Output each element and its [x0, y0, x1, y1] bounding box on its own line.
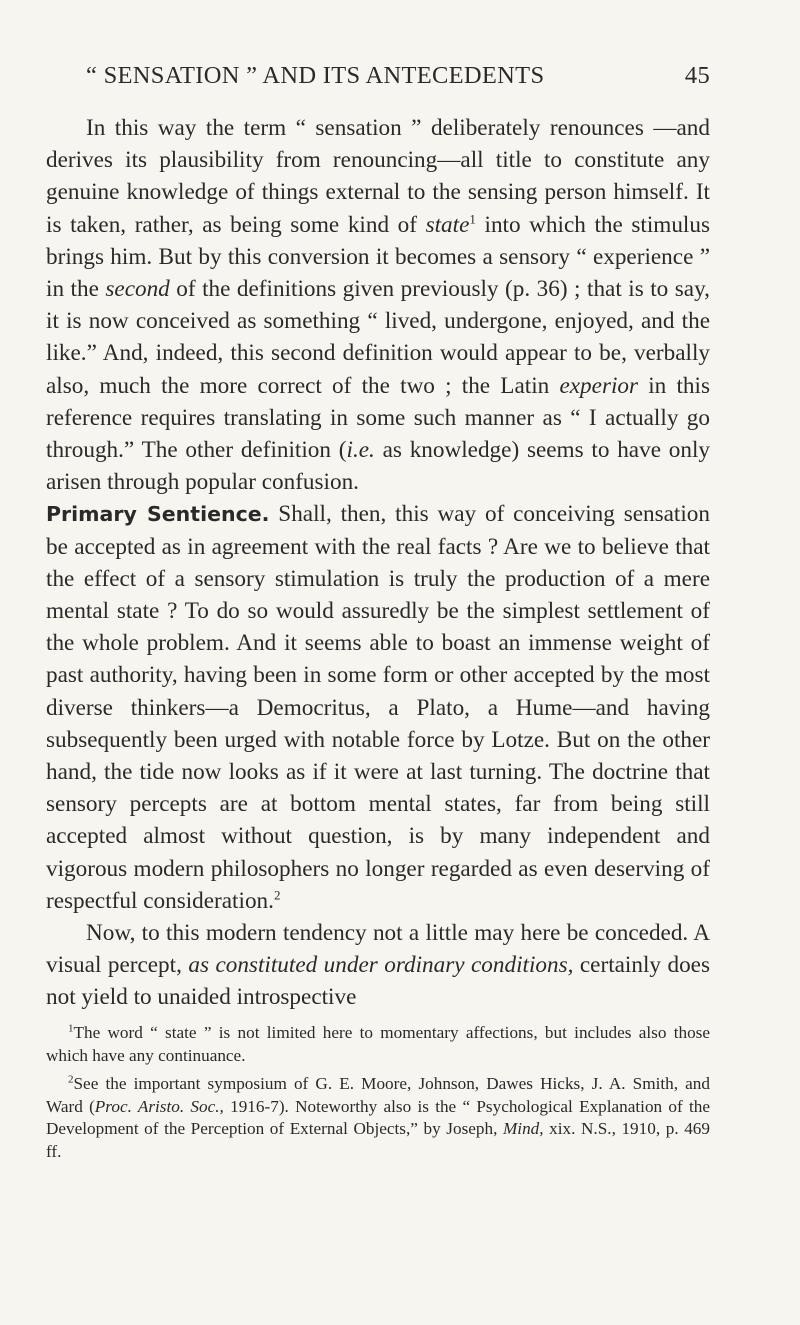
italic-state: state — [425, 211, 470, 238]
paragraph-1 — [46, 112, 710, 498]
page-number: 45 — [684, 62, 710, 89]
italic-experior: experior — [559, 372, 639, 399]
section-heading: Primary Sentience. — [46, 502, 270, 527]
italic-second: second — [105, 276, 170, 303]
paragraph-2-text: Shall, then, this way of conceiving sensation be accepted as in agreement with the real facts ? Are we to believe that the effect of a sensory stimulation is truly the production of a mere mental state ? To do so would assuredly be the simplest settlement of the whole problem. And it seems able to boast an immense weight of past authority, having been in some form or other accepted by the most diverse thinkers—a Democritus, a Plato, a Hume—and having subsequently been urged with notable force by Lotze. But on the other hand, the tide now looks as if it were at last turning. The doctrine that sensory percepts are at bottom mental states, far from being still accepted almost without question, is by many independent and vigorous modern philosophers no longer regarded as even deserving of respectful consideration. — [46, 501, 710, 914]
paragraph-3 — [46, 917, 710, 1014]
paragraph-1-text-e: as knowledge) seems to have only arisen through popular confusion. — [46, 437, 710, 496]
paragraph-1-text-d: in this reference requires translating in some such manner as “ I actually go through.” The other definition ( — [46, 372, 710, 464]
paragraph-3-text-a: Now, to this modern tendency not a little may here be conceded. A visual percept, — [46, 920, 710, 979]
running-header — [86, 62, 710, 90]
footnote-1 — [46, 1022, 710, 1067]
paragraph-3-text-b: certainly does not yield to unaided introspective — [46, 952, 710, 1011]
footnote-ref-1: 1 — [469, 210, 476, 226]
footnotes — [46, 1022, 710, 1170]
paragraph-1-text-c: of the definitions given previously (p. 36) ; that is to say, it is now conceived as something “ lived, undergone, enjoyed, and the like.” And, indeed, this second definition would appear to be, verbally also, much the more correct of the two ; the Latin — [46, 276, 710, 399]
paragraph-1-text-a: In this way the term “ sensation ” deliberately renounces —and derives its plausibility from renouncing—all title to constitute any genuine knowledge of things external to the sensing person himself. It is taken, rather, as being some kind of — [46, 115, 710, 238]
body-text — [46, 112, 710, 1014]
footnote-2-number: 2 — [68, 1073, 74, 1086]
footnote-1-text: The word “ state ” is not limited here to momentary affections, but includes also those which have any continuance. — [46, 1023, 710, 1065]
footnote-2 — [46, 1073, 710, 1163]
footnote-2-text-c: xix. N.S., 1910, p. 469 ff. — [46, 1119, 710, 1161]
italic-proc-aristo: Proc. Aristo. Soc., — [94, 1096, 224, 1116]
footnote-1-number: 1 — [68, 1022, 74, 1035]
italic-ie: i.e. — [346, 437, 375, 464]
footnote-2-text-b: 1916-7). Noteworthy also is the “ Psychological Explanation of the Development of the Perception of External Objects,” by Joseph, — [46, 1096, 710, 1139]
italic-ordinary-conditions: as constituted under ordinary conditions, — [188, 952, 574, 979]
paragraph-1-text-b: into which the stimulus brings him. But by this conversion it becomes a sensory “ experience ” in the — [46, 211, 710, 303]
footnote-2-text-a: See the important symposium of G. E. Moore, Johnson, Dawes Hicks, J. A. Smith, and Ward ( — [46, 1074, 710, 1116]
italic-mind: Mind, — [502, 1119, 544, 1139]
running-title: “ SENSATION ” AND ITS ANTECEDENTS — [86, 62, 545, 89]
paragraph-2 — [46, 498, 710, 917]
footnote-ref-2: 2 — [273, 887, 281, 903]
